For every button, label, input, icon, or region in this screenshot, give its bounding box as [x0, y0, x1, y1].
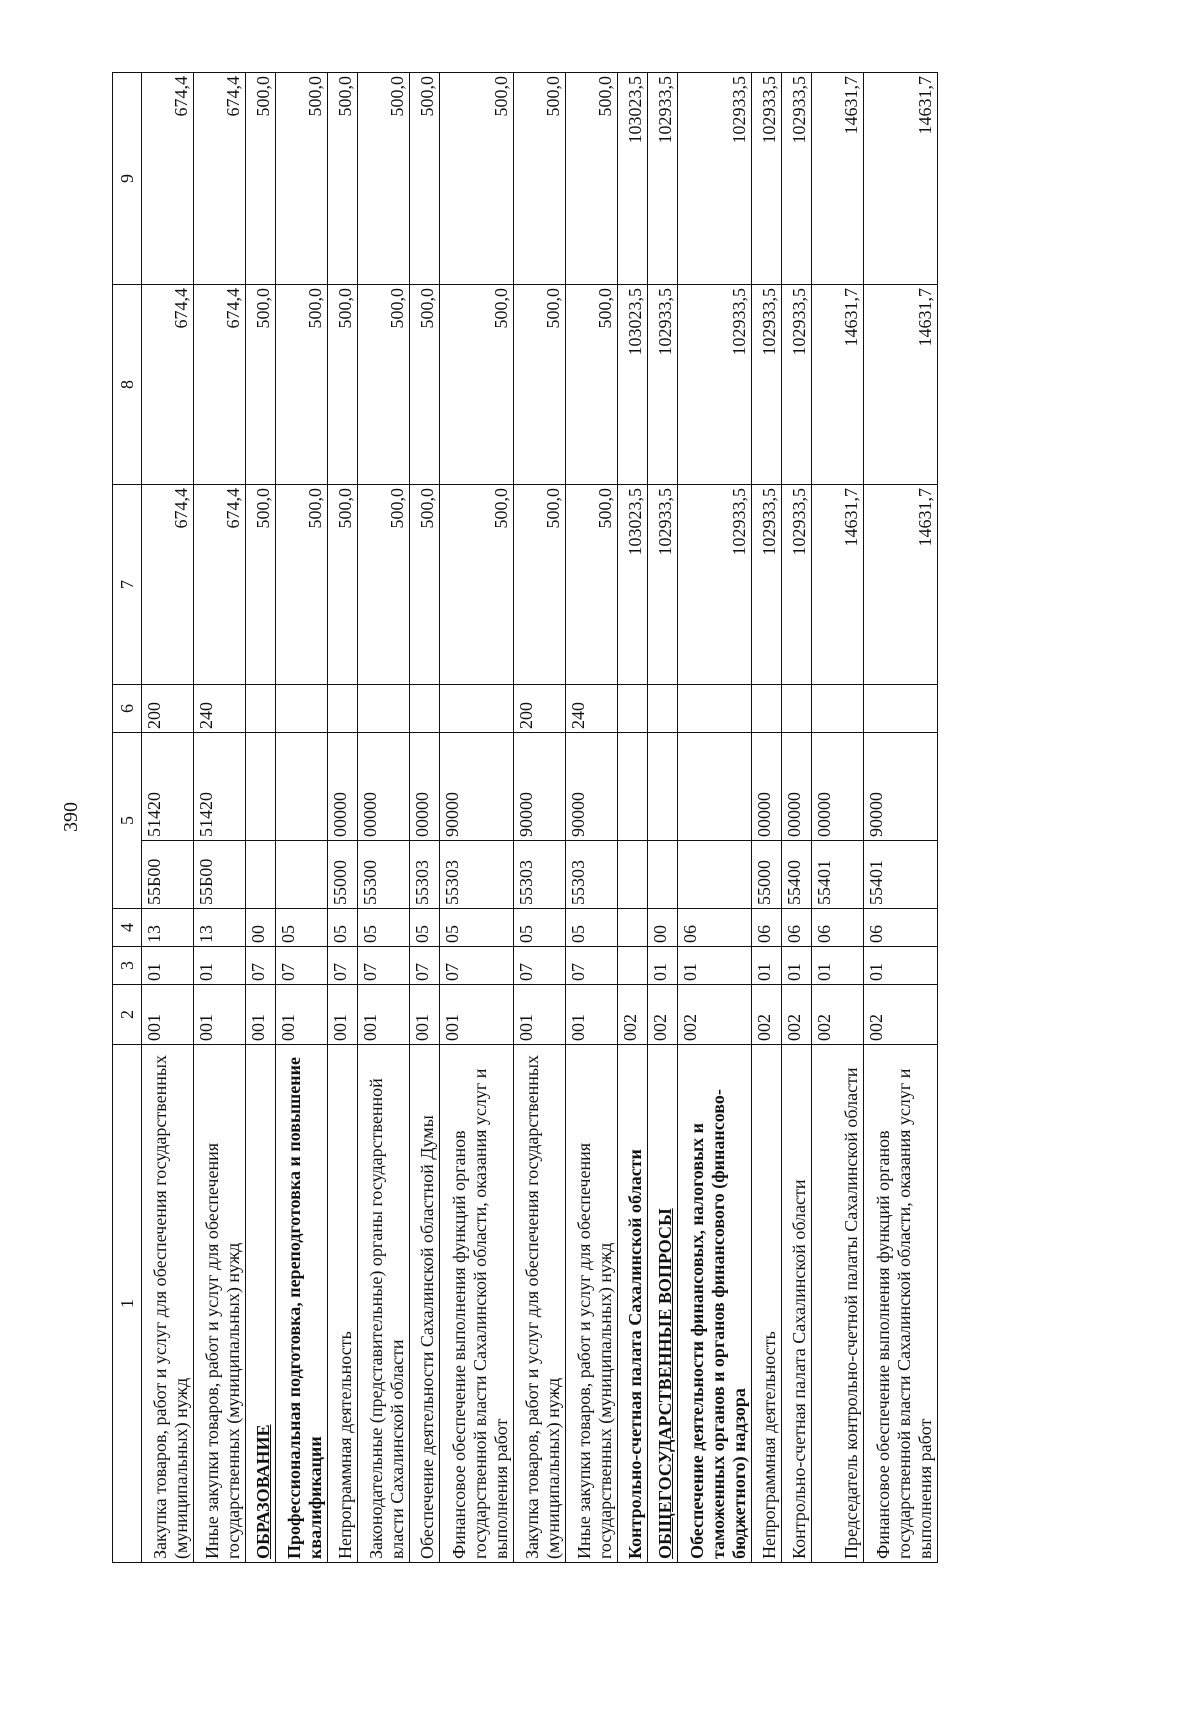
table-row: [142, 73, 194, 1563]
table-row: [194, 73, 246, 1563]
row-program-code-cell: 55000: [752, 841, 782, 909]
table-body: [142, 73, 938, 1563]
row-amount-col9-cell: 500,0: [358, 73, 410, 285]
row-admin-code-cell: 002: [782, 985, 812, 1045]
row-program-code-cell: [618, 841, 648, 909]
row-section-code-cell: 01: [648, 947, 678, 985]
row-amount-col7-cell: 14631,7: [812, 485, 864, 685]
row-direction-code-cell: 90000: [566, 733, 618, 841]
row-section-code-cell: 07: [440, 947, 514, 985]
row-subsection-code-cell: 06: [752, 909, 782, 947]
row-name-cell: Обеспечение деятельности Сахалинской областной Думы: [410, 1045, 440, 1563]
row-section-code-cell: [618, 947, 648, 985]
row-subsection-code-cell: 06: [864, 909, 938, 947]
row-amount-col7-cell: 102933,5: [752, 485, 782, 685]
row-name-cell: ОБЩЕГОСУДАРСТВЕННЫЕ ВОПРОСЫ: [648, 1045, 678, 1563]
row-admin-code-cell: 001: [358, 985, 410, 1045]
table-row: [864, 73, 938, 1563]
row-expense-type-cell: [752, 685, 782, 733]
row-amount-col9-cell: 674,4: [142, 73, 194, 285]
row-direction-code-cell: [648, 733, 678, 841]
header-col-3: 3: [113, 947, 142, 985]
row-direction-code-cell: 90000: [440, 733, 514, 841]
row-name-cell: Закупка товаров, работ и услуг для обеспечения государственных (муниципальных) нужд: [514, 1045, 566, 1563]
row-program-code-cell: 55401: [812, 841, 864, 909]
row-amount-col9-cell: 674,4: [194, 73, 246, 285]
table-row: [514, 73, 566, 1563]
row-amount-col8-cell: 102933,5: [752, 285, 782, 485]
row-amount-col9-cell: 14631,7: [812, 73, 864, 285]
row-program-code-cell: [648, 841, 678, 909]
row-program-code-cell: 55300: [358, 841, 410, 909]
row-program-code-cell: 55Б00: [142, 841, 194, 909]
row-amount-col8-cell: 500,0: [276, 285, 328, 485]
row-amount-col8-cell: 14631,7: [864, 285, 938, 485]
row-amount-col7-cell: 102933,5: [648, 485, 678, 685]
row-direction-code-cell: 00000: [328, 733, 358, 841]
row-amount-col8-cell: 500,0: [246, 285, 276, 485]
row-direction-code-cell: 00000: [358, 733, 410, 841]
row-admin-code-cell: 001: [276, 985, 328, 1045]
row-expense-type-cell: [276, 685, 328, 733]
row-program-code-cell: 55Б00: [194, 841, 246, 909]
row-section-code-cell: 07: [410, 947, 440, 985]
row-program-code-cell: 55401: [864, 841, 938, 909]
row-section-code-cell: 01: [142, 947, 194, 985]
row-section-code-cell: 01: [752, 947, 782, 985]
header-col-9: 9: [113, 73, 142, 285]
row-section-code-cell: 07: [358, 947, 410, 985]
row-name-cell: Непрограммная деятельность: [328, 1045, 358, 1563]
row-amount-col9-cell: 14631,7: [864, 73, 938, 285]
row-expense-type-cell: [246, 685, 276, 733]
row-amount-col9-cell: 500,0: [276, 73, 328, 285]
row-name-cell: Контрольно-счетная палата Сахалинской области: [782, 1045, 812, 1563]
row-amount-col8-cell: 500,0: [514, 285, 566, 485]
row-direction-code-cell: 00000: [410, 733, 440, 841]
table-row: [440, 73, 514, 1563]
row-expense-type-cell: 200: [514, 685, 566, 733]
row-expense-type-cell: [782, 685, 812, 733]
row-subsection-code-cell: 00: [648, 909, 678, 947]
row-subsection-code-cell: 06: [812, 909, 864, 947]
row-program-code-cell: 55303: [514, 841, 566, 909]
row-amount-col9-cell: 102933,5: [648, 73, 678, 285]
row-subsection-code-cell: 00: [246, 909, 276, 947]
row-name-cell: Контрольно-счетная палата Сахалинской области: [618, 1045, 648, 1563]
row-section-code-cell: 07: [514, 947, 566, 985]
row-amount-col8-cell: 500,0: [440, 285, 514, 485]
row-expense-type-cell: 240: [194, 685, 246, 733]
row-expense-type-cell: [358, 685, 410, 733]
row-amount-col7-cell: 500,0: [328, 485, 358, 685]
row-subsection-code-cell: 06: [678, 909, 752, 947]
row-section-code-cell: 07: [276, 947, 328, 985]
header-col-7: 7: [113, 485, 142, 685]
row-amount-col7-cell: 500,0: [514, 485, 566, 685]
row-name-cell: Обеспечение деятельности финансовых, налоговых и таможенных органов и органов финансового (финансово-бюджетного) надзора: [678, 1045, 752, 1563]
row-amount-col8-cell: 14631,7: [812, 285, 864, 485]
row-amount-col7-cell: 500,0: [440, 485, 514, 685]
row-amount-col9-cell: 500,0: [328, 73, 358, 285]
row-name-cell: ОБРАЗОВАНИЕ: [246, 1045, 276, 1563]
row-expense-type-cell: [812, 685, 864, 733]
row-amount-col7-cell: 500,0: [566, 485, 618, 685]
row-expense-type-cell: [410, 685, 440, 733]
row-amount-col7-cell: 14631,7: [864, 485, 938, 685]
row-direction-code-cell: 51420: [142, 733, 194, 841]
row-section-code-cell: 07: [246, 947, 276, 985]
row-amount-col9-cell: 102933,5: [678, 73, 752, 285]
row-section-code-cell: 01: [194, 947, 246, 985]
row-admin-code-cell: 002: [618, 985, 648, 1045]
table-row: [782, 73, 812, 1563]
row-section-code-cell: 01: [864, 947, 938, 985]
row-expense-type-cell: [648, 685, 678, 733]
row-direction-code-cell: 90000: [514, 733, 566, 841]
row-direction-code-cell: 00000: [782, 733, 812, 841]
row-amount-col7-cell: 103023,5: [618, 485, 648, 685]
table-row: [410, 73, 440, 1563]
table-row: [812, 73, 864, 1563]
row-admin-code-cell: 002: [812, 985, 864, 1045]
table-row: [358, 73, 410, 1563]
header-col-6: 6: [113, 685, 142, 733]
row-amount-col8-cell: 500,0: [566, 285, 618, 485]
row-direction-code-cell: [246, 733, 276, 841]
row-subsection-code-cell: [618, 909, 648, 947]
header-col-5: 5: [113, 733, 142, 909]
row-admin-code-cell: 002: [752, 985, 782, 1045]
row-name-cell: Законодательные (представительные) органы государственной власти Сахалинской области: [358, 1045, 410, 1563]
row-amount-col8-cell: 103023,5: [618, 285, 648, 485]
row-direction-code-cell: [618, 733, 648, 841]
table-row: [246, 73, 276, 1563]
table-row: [752, 73, 782, 1563]
table-row: [618, 73, 648, 1563]
row-name-cell: Финансовое обеспечение выполнения функций органов государственной власти Сахалинской области, оказания услуг и выполнения работ: [864, 1045, 938, 1563]
table-row: [276, 73, 328, 1563]
row-amount-col8-cell: 102933,5: [678, 285, 752, 485]
row-direction-code-cell: 51420: [194, 733, 246, 841]
row-admin-code-cell: 001: [410, 985, 440, 1045]
table-header: [113, 73, 142, 1563]
row-expense-type-cell: 240: [566, 685, 618, 733]
row-amount-col8-cell: 674,4: [142, 285, 194, 485]
table-row: [648, 73, 678, 1563]
row-amount-col9-cell: 102933,5: [752, 73, 782, 285]
row-name-cell: Иные закупки товаров, работ и услуг для обеспечения государственных (муниципальных) нужд: [566, 1045, 618, 1563]
row-program-code-cell: 55303: [440, 841, 514, 909]
row-amount-col7-cell: 500,0: [358, 485, 410, 685]
row-direction-code-cell: [276, 733, 328, 841]
row-amount-col9-cell: 500,0: [410, 73, 440, 285]
row-subsection-code-cell: 05: [328, 909, 358, 947]
row-program-code-cell: [246, 841, 276, 909]
row-admin-code-cell: 001: [440, 985, 514, 1045]
row-amount-col9-cell: 500,0: [514, 73, 566, 285]
row-admin-code-cell: 001: [194, 985, 246, 1045]
row-amount-col7-cell: 500,0: [410, 485, 440, 685]
row-subsection-code-cell: 05: [514, 909, 566, 947]
row-direction-code-cell: [678, 733, 752, 841]
row-admin-code-cell: 001: [142, 985, 194, 1045]
row-subsection-code-cell: 05: [440, 909, 514, 947]
row-section-code-cell: 01: [678, 947, 752, 985]
row-admin-code-cell: 001: [246, 985, 276, 1045]
row-name-cell: Закупка товаров, работ и услуг для обеспечения государственных (муниципальных) нужд: [142, 1045, 194, 1563]
row-subsection-code-cell: 05: [358, 909, 410, 947]
header-col-4: 4: [113, 909, 142, 947]
row-amount-col9-cell: 103023,5: [618, 73, 648, 285]
header-col-8: 8: [113, 285, 142, 485]
row-program-code-cell: [678, 841, 752, 909]
row-amount-col8-cell: 674,4: [194, 285, 246, 485]
table-row: [566, 73, 618, 1563]
row-subsection-code-cell: 05: [276, 909, 328, 947]
row-section-code-cell: 01: [782, 947, 812, 985]
row-section-code-cell: 01: [812, 947, 864, 985]
row-expense-type-cell: [864, 685, 938, 733]
row-program-code-cell: 55303: [566, 841, 618, 909]
row-amount-col8-cell: 102933,5: [648, 285, 678, 485]
row-admin-code-cell: 001: [566, 985, 618, 1045]
row-subsection-code-cell: 05: [410, 909, 440, 947]
row-amount-col7-cell: 102933,5: [678, 485, 752, 685]
row-direction-code-cell: 00000: [752, 733, 782, 841]
row-direction-code-cell: 00000: [812, 733, 864, 841]
row-name-cell: Финансовое обеспечение выполнения функций органов государственной власти Сахалинской области, оказания услуг и выполнения работ: [440, 1045, 514, 1563]
row-amount-col9-cell: 102933,5: [782, 73, 812, 285]
row-amount-col7-cell: 674,4: [142, 485, 194, 685]
row-section-code-cell: 07: [328, 947, 358, 985]
row-amount-col9-cell: 500,0: [440, 73, 514, 285]
row-program-code-cell: 55303: [410, 841, 440, 909]
row-name-cell: Председатель контрольно-счетной палаты Сахалинской области: [812, 1045, 864, 1563]
budget-table: [112, 72, 938, 1563]
row-name-cell: Иные закупки товаров, работ и услуг для обеспечения государственных (муниципальных) нужд: [194, 1045, 246, 1563]
row-subsection-code-cell: 13: [142, 909, 194, 947]
row-direction-code-cell: 90000: [864, 733, 938, 841]
header-col-2: 2: [113, 985, 142, 1045]
row-section-code-cell: 07: [566, 947, 618, 985]
row-amount-col8-cell: 102933,5: [782, 285, 812, 485]
row-admin-code-cell: 002: [864, 985, 938, 1045]
row-amount-col7-cell: 500,0: [246, 485, 276, 685]
row-subsection-code-cell: 06: [782, 909, 812, 947]
table-row: [328, 73, 358, 1563]
row-admin-code-cell: 002: [648, 985, 678, 1045]
row-program-code-cell: 55400: [782, 841, 812, 909]
row-program-code-cell: [276, 841, 328, 909]
row-amount-col8-cell: 500,0: [358, 285, 410, 485]
row-name-cell: Профессиональная подготовка, переподготовка и повышение квалификации: [276, 1045, 328, 1563]
row-subsection-code-cell: 05: [566, 909, 618, 947]
page-number: 390: [60, 802, 82, 832]
row-amount-col8-cell: 500,0: [410, 285, 440, 485]
row-amount-col9-cell: 500,0: [246, 73, 276, 285]
row-expense-type-cell: [440, 685, 514, 733]
row-admin-code-cell: 002: [678, 985, 752, 1045]
row-program-code-cell: 55000: [328, 841, 358, 909]
header-col-1: 1: [113, 1045, 142, 1563]
row-subsection-code-cell: 13: [194, 909, 246, 947]
table-row: [678, 73, 752, 1563]
row-admin-code-cell: 001: [514, 985, 566, 1045]
row-expense-type-cell: [328, 685, 358, 733]
row-name-cell: Непрограммная деятельность: [752, 1045, 782, 1563]
row-amount-col7-cell: 102933,5: [782, 485, 812, 685]
budget-table-container: [112, 73, 1200, 1563]
row-admin-code-cell: 001: [328, 985, 358, 1045]
row-expense-type-cell: 200: [142, 685, 194, 733]
row-expense-type-cell: [618, 685, 648, 733]
row-expense-type-cell: [678, 685, 752, 733]
row-amount-col9-cell: 500,0: [566, 73, 618, 285]
row-amount-col7-cell: 674,4: [194, 485, 246, 685]
row-amount-col8-cell: 500,0: [328, 285, 358, 485]
row-amount-col7-cell: 500,0: [276, 485, 328, 685]
